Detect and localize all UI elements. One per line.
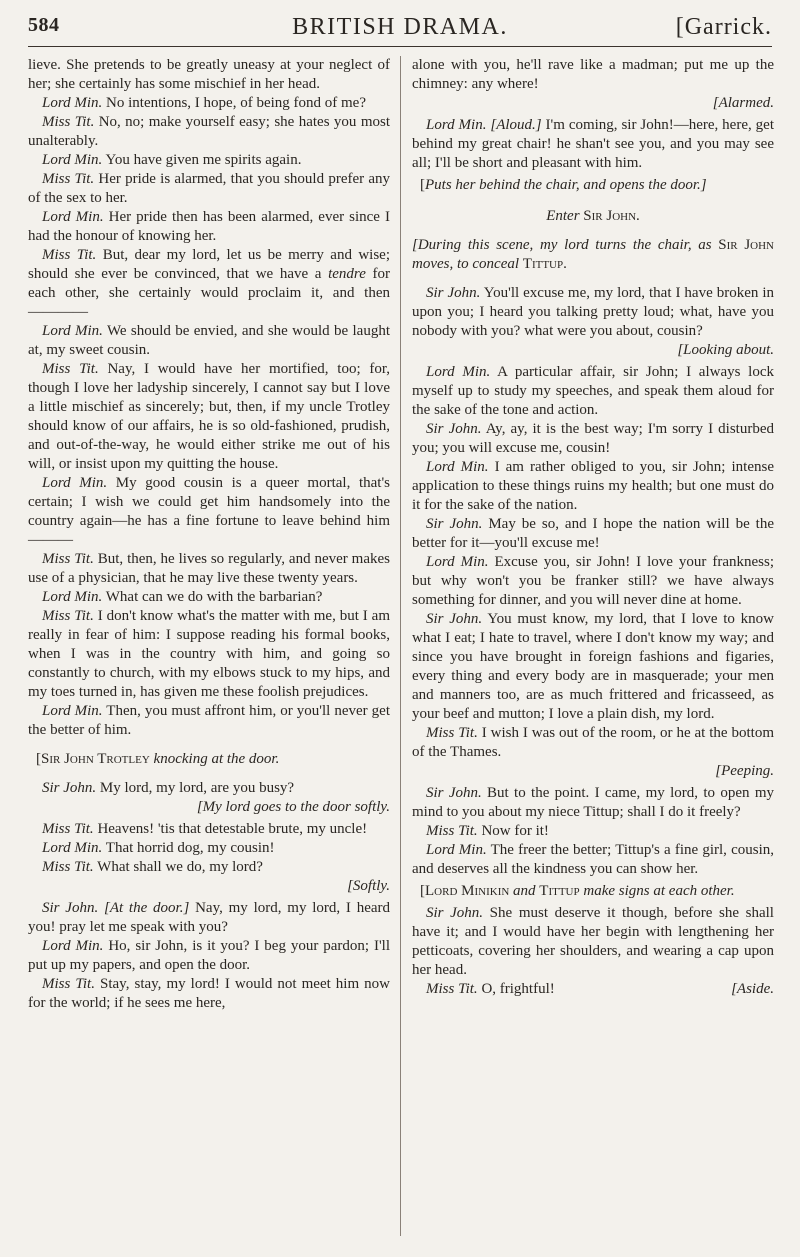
speaker: Lord Min. <box>426 554 489 570</box>
speech: My lord, my lord, are you busy? <box>96 780 295 796</box>
left-column <box>28 56 390 1013</box>
speaker: Miss Tit. <box>42 361 99 377</box>
column-divider <box>400 56 401 1236</box>
dialogue-line <box>412 784 774 822</box>
inline-direction: [Aloud.] <box>486 117 542 133</box>
speech: Nay, I would have her mortified, too; for, though I love her ladyship sincerely, I cannot say but I love a little mischief as sincerely; but, then, if my uncle Trotley should know of our affairs, he is so old-fashioned, prudish, and out-of-the-way, he would either strike me out of his will, or insist upon my quitting the house. <box>28 361 391 472</box>
dialogue-line <box>28 820 390 839</box>
dialogue-line <box>28 246 390 322</box>
dialogue-line <box>28 839 390 858</box>
speaker: Miss Tit. <box>426 981 478 997</box>
speech: Heavens! 'tis that detestable brute, my uncle! <box>93 821 368 837</box>
dialogue-line <box>28 937 390 975</box>
speech: No intentions, I hope, of being fond of me? <box>102 95 366 111</box>
character-name: Sir John. <box>579 208 640 224</box>
dialogue-line <box>28 588 390 607</box>
dialogue-line <box>412 841 774 879</box>
running-header <box>28 12 772 47</box>
speech: May be so, and I hope the nation will be the better for it—you'll excuse me! <box>412 516 775 551</box>
speech: for each other, she certainly would proclaim it, and then———— <box>28 266 390 320</box>
dialogue-line <box>412 724 774 762</box>
speech: No, no; make yourself easy; she hates you most unalterably. <box>28 114 390 149</box>
speaker: Miss Tit. <box>42 247 97 263</box>
enter-word: Enter <box>546 208 580 224</box>
speech: Now for it! <box>477 823 549 839</box>
speech: Her pride is alarmed, that you should prefer any of the sex to her. <box>28 171 391 206</box>
right-column <box>412 56 774 999</box>
speaker: Lord Min. <box>42 475 108 491</box>
speech: My good cousin is a queer mortal, that's certain; I wish we could get him handsomely into the country again—he has a fine fortune to leave behind him——— <box>28 475 390 548</box>
speech: Stay, stay, my lord! I would not meet him now for the world; if he sees me here, <box>28 976 391 1011</box>
speech: I am rather obliged to you, sir John; intense application to these things ruins my health; but one must do it for the sake of the nation. <box>412 459 774 513</box>
dialogue-line <box>412 284 774 341</box>
speaker: Miss Tit. <box>42 859 94 875</box>
dialogue-line <box>28 170 390 208</box>
dialogue-line <box>28 94 390 113</box>
speaker: Lord Min. <box>42 323 103 339</box>
speaker: Lord Min. <box>426 364 491 380</box>
speaker: Lord Min. <box>426 842 487 858</box>
inline-direction: [Aside. <box>731 981 774 997</box>
speech: I don't know what's the matter with me, but I am really in fear of him: I suppose reading his formal books, when I was in the country with him, and going so constantly to church, with my elbows stuck to my hips, and my toes turned in, has given me these foolish prejudices. <box>28 608 391 700</box>
inline-direction: [At the door.] <box>98 900 190 916</box>
author-tag: [Garrick. <box>675 14 772 40</box>
dialogue-line <box>28 208 390 246</box>
speech: You'll excuse me, my lord, that I have broken in upon you; I heard you talking pretty loud; what, have you nobody with you? what were you about, cousin? <box>412 285 774 339</box>
speaker: Lord Min. <box>426 117 487 133</box>
stage-direction: [Softly. <box>347 878 390 894</box>
speaker: Miss Tit. <box>42 976 95 992</box>
stage-direction: [Alarmed. <box>712 95 774 111</box>
speech: Ho, sir John, is it you? I beg your pardon; I'll put up my papers, and open the door. <box>28 938 390 973</box>
character-name: Tittup. <box>522 256 567 272</box>
dialogue-line <box>412 610 774 724</box>
speech: I wish I was out of the room, or he at the bottom of the Thames. <box>412 725 774 760</box>
dialogue-line <box>28 899 390 937</box>
dialogue-line <box>412 363 774 420</box>
speech: I'm coming, sir John!—here, here, get behind my great chair! he shan't see you, and you may see all; I'll be short and pleasant with him. <box>412 117 774 171</box>
speech: What can we do with the barbarian? <box>102 589 323 605</box>
dialogue-line <box>412 553 774 610</box>
dialogue-line <box>28 360 390 474</box>
dialogue-line <box>28 151 390 170</box>
speech: O, frightful! <box>477 981 555 997</box>
dialogue-line <box>412 904 774 980</box>
speech: But, then, he lives so regularly, and never makes use of a physician, that he may live these twenty years. <box>28 551 390 586</box>
character-name: Sir John <box>718 237 774 253</box>
speech: She must deserve it though, before she shall have it; and I would have her begin with lengthening her petticoats, covering her shoulders, and wearing a cap upon her head. <box>412 905 774 978</box>
character-name: Sir John Trotley <box>41 751 150 767</box>
speaker: Sir John. <box>426 285 481 301</box>
dialogue-line <box>28 779 390 798</box>
speech: But to the point. I came, my lord, to open my mind to you about my niece Tittup; shall I do it freely? <box>412 785 774 820</box>
speech: What shall we do, my lord? <box>93 859 263 875</box>
speaker: Lord Min. <box>42 703 103 719</box>
speaker: Sir John. <box>42 900 99 916</box>
stage-direction: [During this scene, my lord turns the chair, as Sir John moves, to conceal Tittup. <box>412 237 774 272</box>
speech: We should be envied, and she would be laught at, my sweet cousin. <box>28 323 390 358</box>
speaker: Lord Min. <box>42 938 104 954</box>
dialogue-line <box>28 702 390 740</box>
stage-direction: [Sir John Trotley knocking at the door. <box>36 751 280 767</box>
speech: Then, you must affront him, or you'll never get the better of him. <box>28 703 390 738</box>
speech: Excuse you, sir John! I love your frankness; but why won't you be franker still? we have always something for dinner, and you will never dine at home. <box>412 554 774 608</box>
dialogue-line <box>28 858 390 877</box>
speaker: Sir John. <box>426 611 483 627</box>
character-name: Tittup <box>539 883 580 899</box>
dialogue-line <box>412 116 774 173</box>
speech: Nay, my lord, my lord, I heard you! pray let me speak with you? <box>28 900 391 935</box>
page-number: 584 <box>28 14 60 36</box>
speaker: Lord Min. <box>42 95 103 111</box>
dialogue-line <box>28 322 390 360</box>
stage-direction: [Lord Minikin and Tittup make signs at each other. <box>420 883 735 899</box>
dialogue-line <box>28 975 390 1013</box>
dialogue-line <box>28 474 390 550</box>
stage-direction: [Peeping. <box>715 763 774 779</box>
speaker: Lord Min. <box>42 840 103 856</box>
speaker: Sir John. <box>426 785 482 801</box>
speaker: Miss Tit. <box>426 725 478 741</box>
speaker: Lord Min. <box>426 459 489 475</box>
speech: You have given me spirits again. <box>102 152 302 168</box>
speaker: Lord Min. <box>42 152 103 168</box>
speaker: Lord Min. <box>42 209 104 225</box>
dialogue-line <box>412 515 774 553</box>
speech: Ay, ay, it is the best way; I'm sorry I disturbed you; you will excuse me, cousin! <box>412 421 774 456</box>
speech: The freer the better; Tittup's a fine girl, cousin, and deserves all the kindness you can show her. <box>412 842 774 877</box>
speaker: Sir John. <box>426 421 482 437</box>
speaker: Miss Tit. <box>42 171 95 187</box>
dialogue-line <box>412 458 774 515</box>
speech: But, dear my lord, let us be merry and wise; should she ever be convinced, that we have a <box>28 247 390 282</box>
speech: Her pride then has been alarmed, ever since I had the honour of knowing her. <box>28 209 390 244</box>
dialogue-line <box>412 980 774 999</box>
speaker: Miss Tit. <box>426 823 478 839</box>
dialogue-line <box>412 420 774 458</box>
paragraph: lieve. She pretends to be greatly uneasy at your neglect of her; she certainly has some mischief in her head. <box>28 57 390 92</box>
speaker: Miss Tit. <box>42 608 94 624</box>
dialogue-line <box>412 822 774 841</box>
dialogue-line <box>28 113 390 151</box>
entrance <box>412 207 774 226</box>
speaker: Sir John. <box>426 516 483 532</box>
speaker: Sir John. <box>42 780 97 796</box>
stage-direction: [Looking about. <box>677 342 774 358</box>
paragraph: alone with you, he'll rave like a madman; put me up the chimney: any where! <box>412 57 774 92</box>
dialogue-line <box>28 550 390 588</box>
speaker: Sir John. <box>426 905 484 921</box>
stage-direction: [Puts her behind the chair, and opens the door.] <box>420 177 707 193</box>
dialogue-line <box>28 607 390 702</box>
stage-direction: [My lord goes to the door softly. <box>196 799 390 815</box>
speaker: Miss Tit. <box>42 114 95 130</box>
character-name: Lord Minikin <box>425 883 510 899</box>
speech: A particular affair, sir John; I always lock myself up to study my speeches, and speak them aloud for the sake of the tone and action. <box>412 364 774 418</box>
speech: That horrid dog, my cousin! <box>102 840 275 856</box>
foreign-word: tendre <box>328 266 366 282</box>
speech: You must know, my lord, that I love to know what I eat; I hate to travel, where I don't know my way; and since you have brought in foreign fashions and figaries, every thing and every body are in masquerade; your men and manners too, are as much frittered and fricasseed, as your beef and mutton; I love a plain dish, my lord. <box>412 611 774 722</box>
speaker: Miss Tit. <box>42 821 94 837</box>
speaker: Miss Tit. <box>42 551 94 567</box>
speaker: Lord Min. <box>42 589 103 605</box>
running-title: BRITISH DRAMA. <box>292 14 508 40</box>
